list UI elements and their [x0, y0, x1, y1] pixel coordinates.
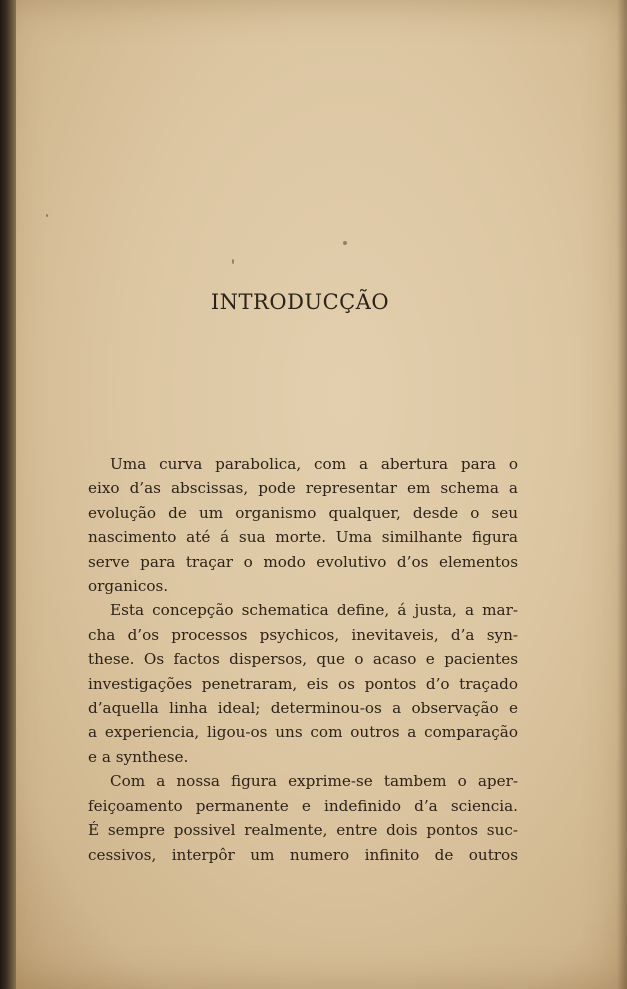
- text-line: serve para traçar o modo evolutivo d’os elementos: [88, 552, 518, 571]
- text-line: Com a nossa figura exprime-se tambem o aper-: [110, 772, 518, 791]
- text-line: Esta concepção schematica define, á justa, a mar-: [110, 601, 518, 620]
- text-line: e a synthese.: [88, 747, 189, 766]
- text-line: a experiencia, ligou-os uns com outros a comparação: [88, 723, 518, 742]
- body-text: [88, 452, 518, 867]
- paper-speck: [46, 214, 48, 217]
- paragraph: [88, 452, 518, 598]
- text-line: organicos.: [88, 577, 169, 596]
- text-line: evolução de um organismo qualquer, desde o seu: [88, 503, 518, 522]
- text-line: cessivos, interpôr um numero infinito de outros: [88, 845, 518, 864]
- text-line: d’aquella linha ideal; determinou-os a observação e: [88, 699, 518, 718]
- page-edge-shadow: [617, 0, 627, 989]
- text-line: feiçoamento permanente e indefinido d’a sciencia.: [88, 796, 518, 815]
- page-gutter: [0, 0, 16, 989]
- paragraph: [88, 598, 518, 769]
- paragraph: [88, 769, 518, 867]
- text-line: É sempre possivel realmente, entre dois pontos suc-: [88, 821, 518, 840]
- paper-speck: [343, 241, 347, 245]
- text-line: eixo d’as abscissas, pode representar em schema a: [88, 479, 518, 498]
- text-line: Uma curva parabolica, com a abertura para o: [110, 455, 518, 473]
- chapter-title: INTRODUCÇÃO: [210, 290, 390, 314]
- text-line: investigações penetraram, eis os pontos d’o traçado: [88, 674, 518, 693]
- text-line: these. Os factos dispersos, que o acaso e pacientes: [88, 650, 518, 669]
- paper-speck: [232, 259, 234, 264]
- text-line: cha d’os processos psychicos, inevitaveis, d’a syn-: [88, 625, 518, 644]
- text-line: nascimento até á sua morte. Uma similhante figura: [88, 528, 518, 547]
